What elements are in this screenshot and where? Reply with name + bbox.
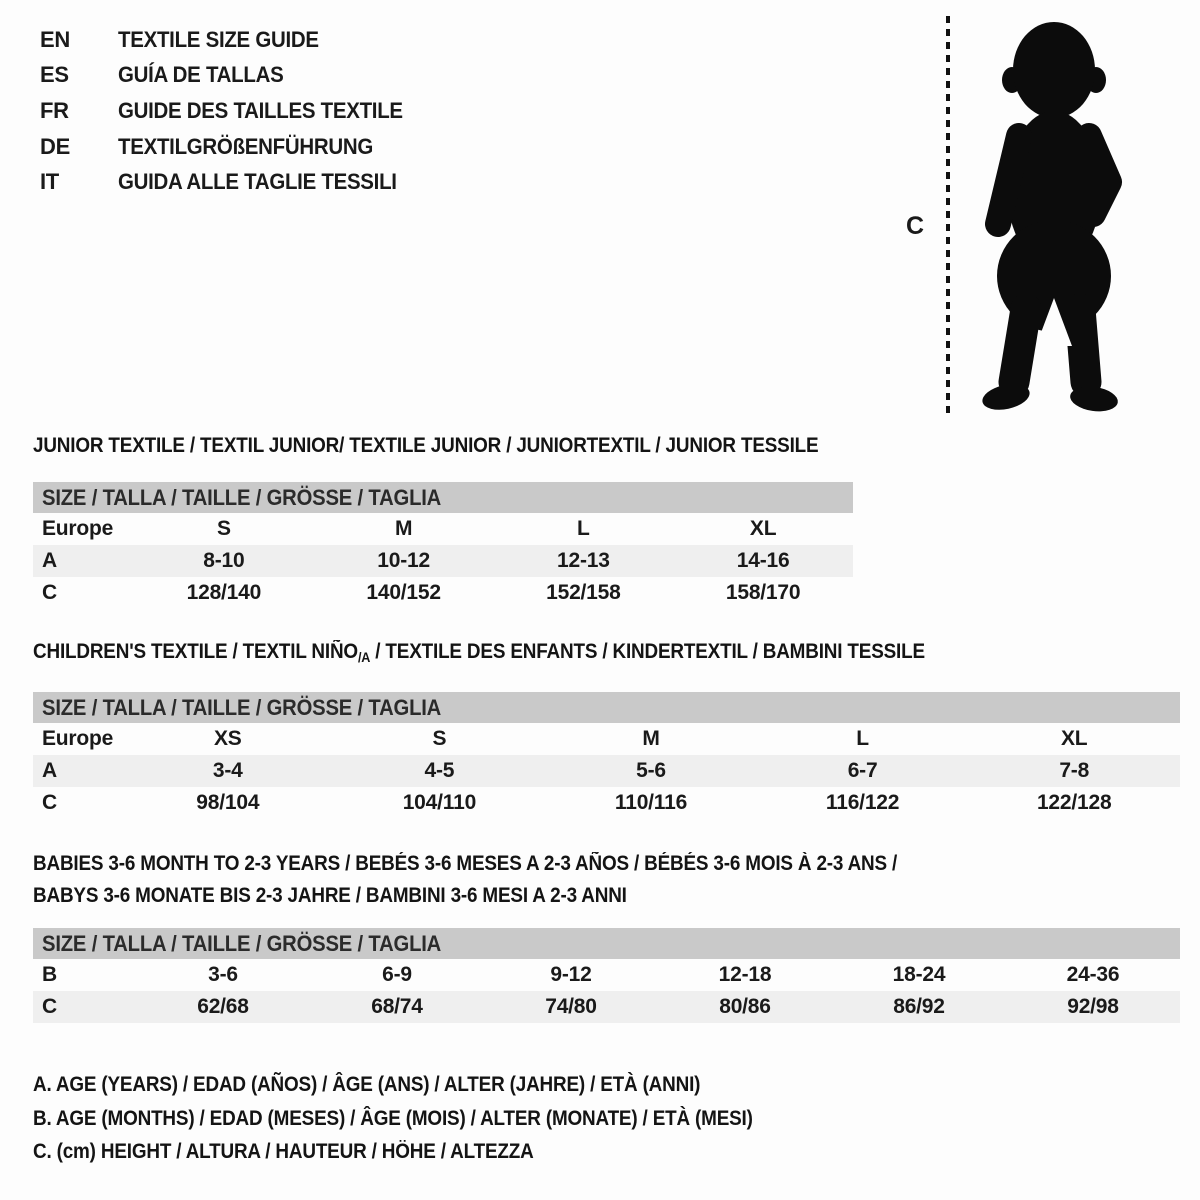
section-title-text: CHILDREN'S TEXTILE / TEXTIL NIÑO bbox=[33, 640, 358, 663]
table-header-label: SIZE / TALLA / TAILLE / GRÖSSE / TAGLIA bbox=[42, 931, 442, 956]
table-cell: XL bbox=[1060, 727, 1088, 750]
table-cell: 86/92 bbox=[893, 995, 945, 1018]
language-row bbox=[40, 129, 424, 165]
table-cell: 3-4 bbox=[212, 759, 243, 782]
language-code: FR bbox=[40, 97, 69, 123]
table-cell: 110/116 bbox=[614, 791, 688, 814]
table-cell: 116/122 bbox=[825, 791, 900, 814]
table-cell: 104/110 bbox=[402, 791, 477, 814]
table-cell: 98/104 bbox=[196, 791, 260, 814]
table-cell: 74/80 bbox=[545, 995, 597, 1018]
table-cell: L bbox=[856, 727, 869, 750]
table-cell: M bbox=[642, 727, 660, 750]
section-title-children bbox=[33, 640, 925, 665]
table-cell: L bbox=[577, 517, 590, 540]
table-cell: S bbox=[216, 517, 231, 540]
row-label: C bbox=[42, 791, 57, 814]
table-cell: 12-13 bbox=[557, 549, 610, 572]
table-cell: 14-16 bbox=[736, 549, 790, 572]
babies-size-table bbox=[33, 928, 1180, 1023]
table-cell: 18-24 bbox=[892, 963, 946, 986]
junior-size-table bbox=[33, 482, 853, 609]
children-size-table bbox=[33, 692, 1180, 819]
table-cell: 122/128 bbox=[1036, 791, 1112, 814]
language-title: GUIDA ALLE TAGLIE TESSILI bbox=[118, 169, 397, 195]
table-cell: 62/68 bbox=[197, 995, 249, 1018]
language-title: GUIDE DES TAILLES TEXTILE bbox=[118, 97, 403, 123]
language-title: GUÍA DE TALLAS bbox=[118, 62, 284, 88]
table-cell: S bbox=[432, 727, 447, 750]
table-cell: 128/140 bbox=[186, 581, 262, 604]
language-title: TEXTILE SIZE GUIDE bbox=[118, 26, 319, 52]
height-measure-label: C bbox=[906, 212, 925, 240]
table-cell: 6-7 bbox=[847, 759, 878, 782]
table-header-bar bbox=[33, 928, 1180, 959]
table-cell: 152/158 bbox=[546, 581, 621, 604]
table-cell: XS bbox=[213, 727, 242, 750]
table-cell: 12-18 bbox=[718, 963, 772, 986]
row-label: A bbox=[42, 759, 57, 782]
table-cell: 5-6 bbox=[636, 759, 666, 782]
table-cell: 4-5 bbox=[424, 759, 455, 782]
table-row-europe bbox=[33, 723, 1180, 755]
table-header-label: SIZE / TALLA / TAILLE / GRÖSSE / TAGLIA bbox=[42, 485, 442, 510]
row-label: Europe bbox=[42, 517, 114, 540]
table-row-height bbox=[33, 787, 1180, 819]
section-title-junior: JUNIOR TEXTILE / TEXTIL JUNIOR/ TEXTILE JUNIOR / JUNIORTEXTIL / JUNIOR TESSILE bbox=[33, 434, 819, 457]
language-row bbox=[40, 58, 424, 94]
section-title-subscript: /A bbox=[357, 649, 371, 665]
table-cell: XL bbox=[749, 517, 777, 540]
table-row-age bbox=[33, 755, 1180, 787]
section-title-line2: BABYS 3-6 MONATE BIS 2-3 JAHRE / BAMBINI 3-6 MESI A 2-3 ANNI bbox=[33, 884, 627, 907]
table-row-height bbox=[33, 991, 1180, 1023]
footnote-b: B. AGE (MONTHS) / EDAD (MESES) / ÂGE (MOIS) / ALTER (MONATE) / ETÀ (MESI) bbox=[33, 1106, 753, 1130]
table-cell: 9-12 bbox=[550, 963, 592, 986]
table-cell: 140/152 bbox=[366, 581, 441, 604]
row-label: Europe bbox=[42, 727, 114, 750]
section-title-line1: BABIES 3-6 MONTH TO 2-3 YEARS / BEBÉS 3-6 MESES A 2-3 AÑOS / BÉBÉS 3-6 MOIS À 2-3 ANS / bbox=[33, 852, 898, 875]
table-cell: 3-6 bbox=[208, 963, 238, 986]
table-cell: 80/86 bbox=[719, 995, 771, 1018]
table-row-age-months bbox=[33, 959, 1180, 991]
language-title-block bbox=[40, 22, 424, 200]
table-header-bar bbox=[33, 692, 1180, 723]
table-row-age bbox=[33, 545, 853, 577]
language-row bbox=[40, 22, 424, 58]
height-measure-dashed-line bbox=[946, 16, 950, 418]
table-cell: 8-10 bbox=[203, 549, 245, 572]
language-code: EN bbox=[40, 26, 70, 52]
section-title-babies bbox=[33, 848, 993, 912]
table-cell: 7-8 bbox=[1059, 759, 1090, 782]
table-cell: 10-12 bbox=[377, 549, 430, 572]
language-code: IT bbox=[40, 169, 59, 195]
language-row bbox=[40, 93, 424, 129]
table-row-europe bbox=[33, 513, 853, 545]
table-header-bar bbox=[33, 482, 853, 513]
table-cell: 6-9 bbox=[382, 963, 412, 986]
row-label: C bbox=[42, 581, 57, 604]
toddler-silhouette-icon bbox=[960, 14, 1148, 420]
row-label: B bbox=[42, 963, 57, 986]
footnote-a: A. AGE (YEARS) / EDAD (AÑOS) / ÂGE (ANS) / ALTER (JAHRE) / ETÀ (ANNI) bbox=[33, 1073, 701, 1096]
language-code: ES bbox=[40, 62, 69, 88]
table-cell: 68/74 bbox=[371, 995, 423, 1018]
footnote-c: C. (cm) HEIGHT / ALTURA / HAUTEUR / HÖHE / ALTEZZA bbox=[33, 1140, 534, 1163]
table-header-label: SIZE / TALLA / TAILLE / GRÖSSE / TAGLIA bbox=[42, 695, 442, 720]
row-label: C bbox=[42, 995, 57, 1018]
table-cell: 92/98 bbox=[1067, 995, 1119, 1018]
table-cell: M bbox=[394, 517, 413, 540]
footnotes-block bbox=[33, 1068, 833, 1169]
section-title-text: / TEXTILE DES ENFANTS / KINDERTEXTIL / BAMBINI TESSILE bbox=[370, 640, 925, 663]
row-label: A bbox=[42, 549, 57, 572]
language-row bbox=[40, 164, 424, 200]
language-title: TEXTILGRÖßENFÜHRUNG bbox=[118, 133, 373, 159]
language-code: DE bbox=[40, 133, 70, 159]
table-cell: 24-36 bbox=[1066, 963, 1120, 986]
table-row-height bbox=[33, 577, 853, 609]
table-cell: 158/170 bbox=[725, 581, 801, 604]
